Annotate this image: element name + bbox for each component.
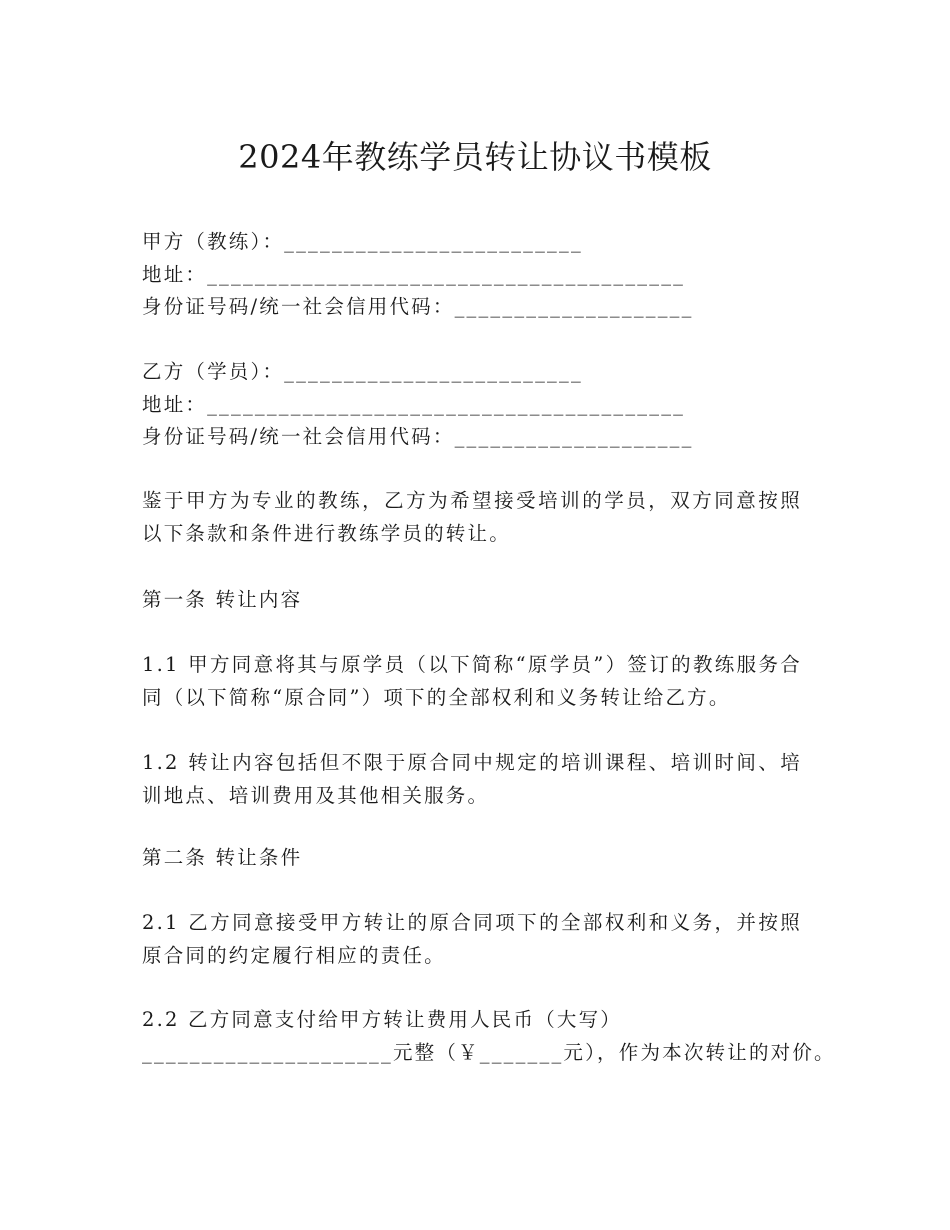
clause-2-1: 2.1 乙方同意接受甲方转让的原合同项下的全部权利和义务，并按照原合同的约定履行相应的责任。	[142, 911, 802, 967]
party-a-address-field[interactable]: 地址：________________________________________	[142, 262, 686, 286]
party-a-name-field[interactable]: 甲方（教练）：_________________________	[142, 230, 583, 253]
clause-2-2-line-1: 2.2 乙方同意支付给甲方转让费用人民币（大写）	[142, 1008, 623, 1031]
article-1-heading: 第一条 转让内容	[142, 588, 303, 611]
party-b-section	[142, 356, 802, 454]
party-a-id-field[interactable]: 身份证号码/统一社会信用代码：____________________	[142, 295, 694, 318]
party-b-address-field[interactable]: 地址：________________________________________	[142, 392, 686, 416]
clause-2-2-amount-field[interactable]: _____________________元整（￥_______元），作为本次转让的对价。	[142, 1040, 836, 1064]
clause-1-1: 1.1 甲方同意将其与原学员（以下简称“原学员”）签订的教练服务合同（以下简称“原合同”）项下的全部权利和义务转让给乙方。	[142, 653, 802, 709]
preamble-paragraph: 鉴于甲方为专业的教练，乙方为希望接受培训的学员，双方同意按照以下条款和条件进行教练学员的转让。	[142, 489, 802, 545]
party-b-id-field[interactable]: 身份证号码/统一社会信用代码：____________________	[142, 425, 694, 448]
clause-1-2: 1.2 转让内容包括但不限于原合同中规定的培训课程、培训时间、培训地点、培训费用及其他相关服务。	[142, 751, 802, 807]
article-2-heading: 第二条 转让条件	[142, 846, 303, 869]
party-a-section	[142, 226, 802, 324]
party-b-name-field[interactable]: 乙方（学员）：_________________________	[142, 360, 583, 383]
clause-2-2	[142, 1004, 836, 1069]
document-title: 2024年教练学员转让协议书模板	[238, 138, 712, 176]
